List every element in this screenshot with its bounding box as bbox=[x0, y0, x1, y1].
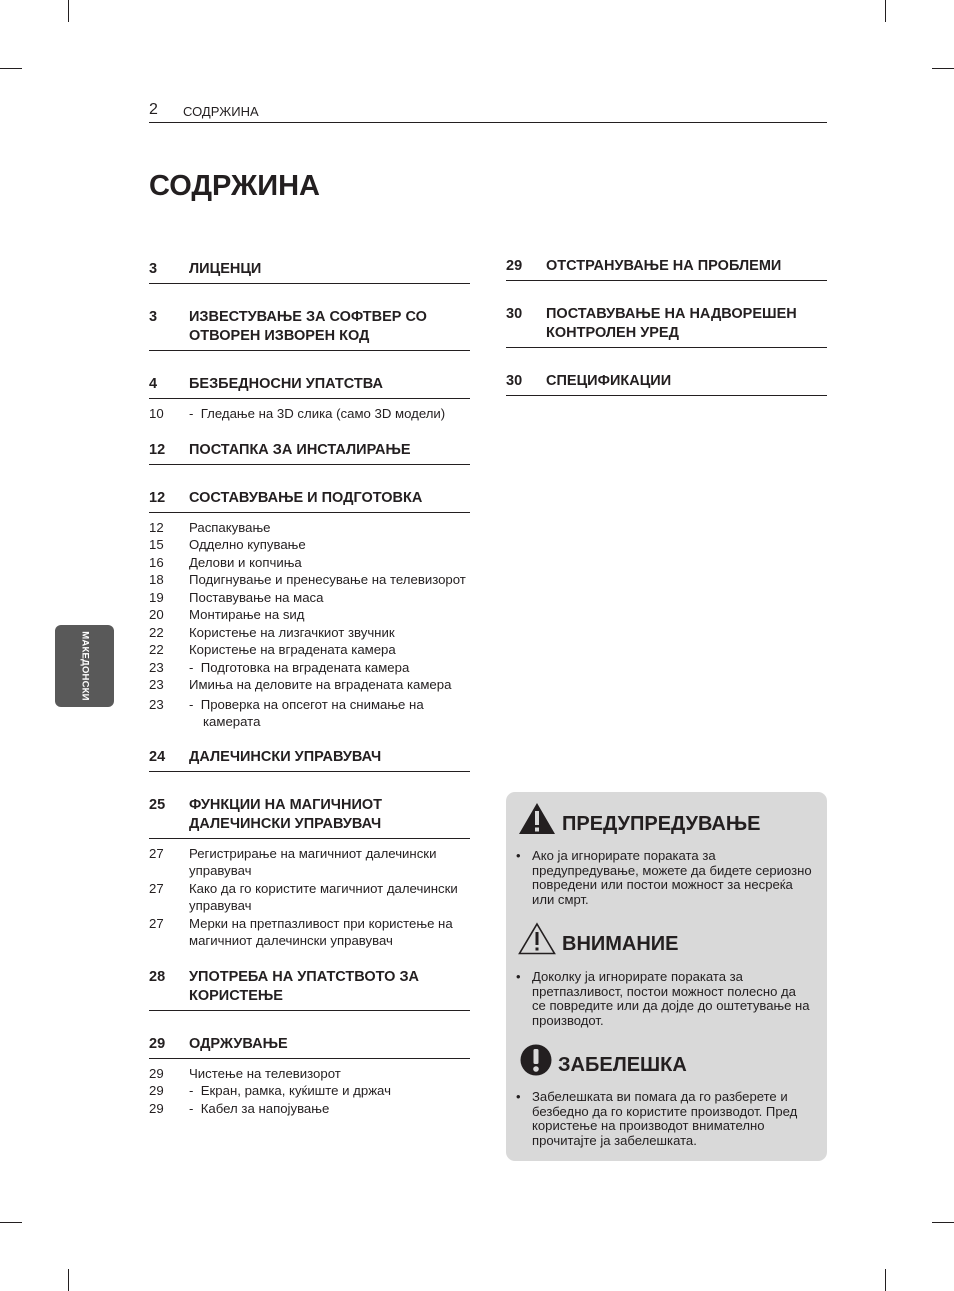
note-label: ЗАБЕЛЕШКА bbox=[558, 1054, 687, 1076]
toc-title: СОСТАВУВАЊЕ И ПОДГОТОВКА bbox=[189, 489, 423, 506]
caution-text bbox=[516, 970, 812, 1028]
toc-title: Монтирање на ѕид bbox=[189, 607, 305, 622]
page-number: 2 bbox=[149, 101, 158, 118]
toc-title: Мерки на претпазливост при користење на магичниот далечински управувач bbox=[189, 915, 453, 948]
note-body: Забелешката ви помага да го разберете и безбедно да го користите производот. Пред користење на производот внимателно прочитајте ја забелешката. bbox=[532, 1089, 798, 1148]
toc-page: 29 bbox=[506, 258, 523, 274]
toc-section[interactable] bbox=[149, 748, 470, 772]
warning-triangle-filled-icon bbox=[518, 802, 556, 835]
toc-subitem[interactable] bbox=[149, 659, 470, 677]
caution-body: Доколку ја игнорирате пораката за претпазливост, постои можност полесно да се повредите или да дојде до оштетување на производот. bbox=[532, 969, 810, 1028]
toc-title: Распакување bbox=[189, 519, 271, 535]
toc-subitem[interactable] bbox=[149, 641, 470, 659]
toc-title: - Гледање на 3D слика (само 3D модели) bbox=[189, 405, 445, 423]
crop-mark bbox=[885, 1269, 886, 1291]
toc-page: 23 bbox=[149, 659, 164, 675]
toc-page: 29 bbox=[149, 1065, 164, 1081]
toc-title: Регистрирање на магичниот далечински управувач bbox=[189, 845, 437, 878]
toc-title: Користење на вградената камера bbox=[189, 642, 396, 657]
toc-page: 27 bbox=[149, 915, 164, 931]
note-exclamation-circle-icon bbox=[520, 1044, 552, 1076]
toc-page: 12 bbox=[149, 489, 166, 506]
toc-page: 20 bbox=[149, 607, 164, 622]
warning-body: Ако ја игнорирате пораката за предупредување, можете да бидете сериозно повредени или постои можност за несреќа или смрт. bbox=[532, 848, 812, 907]
toc-page: 19 bbox=[149, 589, 164, 605]
toc-subitem[interactable] bbox=[149, 519, 470, 537]
toc-page: 18 bbox=[149, 572, 164, 587]
toc-section[interactable] bbox=[506, 257, 827, 281]
crop-mark bbox=[932, 1222, 954, 1223]
bullet-icon: • bbox=[516, 848, 521, 863]
crop-mark bbox=[932, 68, 954, 69]
toc-subitem[interactable] bbox=[149, 536, 470, 554]
toc-title: - Проверка на опсегот на снимање на камерата bbox=[189, 696, 470, 731]
crop-mark bbox=[0, 1222, 22, 1223]
toc-title: ПОСТАПКА ЗА ИНСТАЛИРАЊЕ bbox=[189, 441, 411, 458]
toc-subitem[interactable] bbox=[149, 880, 470, 915]
toc-page: 3 bbox=[149, 309, 158, 325]
toc-section[interactable] bbox=[149, 441, 470, 465]
toc-section[interactable] bbox=[149, 308, 470, 351]
toc-title: ДАЛЕЧИНСКИ УПРАВУВАЧ bbox=[189, 748, 382, 765]
toc-page: 27 bbox=[149, 880, 164, 896]
note-text bbox=[516, 1090, 812, 1148]
toc-subitem[interactable] bbox=[149, 624, 470, 642]
toc-left-column bbox=[149, 260, 470, 1117]
crop-mark bbox=[0, 68, 22, 69]
toc-section[interactable] bbox=[506, 305, 827, 348]
toc-title: - Кабел за напојување bbox=[189, 1100, 329, 1118]
toc-subitem[interactable] bbox=[149, 571, 470, 589]
toc-title: Имиња на деловите на вградената камера bbox=[189, 677, 452, 692]
toc-subitem[interactable] bbox=[149, 554, 470, 572]
toc-title: ПОСТАВУВАЊЕ НА НАДВОРЕШЕН КОНТРОЛЕН УРЕД bbox=[546, 306, 797, 341]
toc-title: СПЕЦИФИКАЦИИ bbox=[546, 373, 672, 389]
toc-page: 28 bbox=[149, 968, 166, 985]
toc-title: Чистење на телевизорот bbox=[189, 1065, 341, 1081]
toc-title: ЛИЦЕНЦИ bbox=[189, 261, 262, 277]
toc-page: 27 bbox=[149, 845, 164, 861]
toc-subitem[interactable] bbox=[149, 676, 470, 694]
page-title: СОДРЖИНА bbox=[149, 170, 320, 202]
language-tab-label: МАКЕДОНСКИ bbox=[79, 631, 90, 701]
safety-notice-box bbox=[506, 792, 827, 1161]
toc-subitem[interactable] bbox=[149, 589, 470, 607]
toc-subitem[interactable] bbox=[149, 606, 470, 624]
toc-right-column bbox=[506, 257, 827, 402]
toc-page: 10 bbox=[149, 406, 164, 421]
toc-page: 25 bbox=[149, 796, 166, 813]
toc-subitem[interactable] bbox=[149, 405, 470, 423]
toc-title: ОТСТРАНУВАЊЕ НА ПРОБЛЕМИ bbox=[546, 258, 782, 274]
toc-page: 15 bbox=[149, 537, 164, 552]
toc-title: Како да го користите магичниот далечински управувач bbox=[189, 880, 458, 913]
toc-page: 23 bbox=[149, 696, 164, 712]
toc-page: 4 bbox=[149, 376, 158, 392]
toc-title: Делови и копчиња bbox=[189, 554, 302, 570]
toc-title: Поставување на маса bbox=[189, 589, 324, 605]
toc-page: 12 bbox=[149, 441, 166, 458]
warning-heading bbox=[518, 802, 760, 835]
toc-section[interactable] bbox=[149, 375, 470, 399]
toc-section[interactable] bbox=[149, 489, 470, 513]
toc-subitem[interactable] bbox=[149, 845, 470, 880]
toc-subitem[interactable] bbox=[149, 696, 470, 731]
bullet-icon: • bbox=[516, 969, 521, 984]
toc-page: 12 bbox=[149, 519, 164, 535]
toc-page: 22 bbox=[149, 642, 164, 657]
toc-page: 3 bbox=[149, 261, 158, 277]
caution-heading bbox=[518, 922, 679, 955]
toc-page: 29 bbox=[149, 1083, 164, 1098]
crop-mark bbox=[885, 0, 886, 22]
toc-subitem[interactable] bbox=[149, 1065, 470, 1083]
header-rule bbox=[149, 122, 827, 123]
toc-subitem[interactable] bbox=[149, 1082, 470, 1100]
toc-title: Користење на лизгачкиот звучник bbox=[189, 624, 395, 640]
language-tab bbox=[55, 625, 114, 707]
toc-title: ФУНКЦИИ НА МАГИЧНИОТ ДАЛЕЧИНСКИ УПРАВУВАЧ bbox=[189, 796, 383, 832]
toc-page: 23 bbox=[149, 677, 164, 692]
toc-section[interactable] bbox=[506, 372, 827, 396]
caution-label: ВНИМАНИЕ bbox=[562, 933, 679, 955]
toc-title: Одделно купување bbox=[189, 537, 306, 552]
toc-section[interactable] bbox=[149, 260, 470, 284]
toc-page: 24 bbox=[149, 748, 166, 765]
toc-page: 30 bbox=[506, 306, 523, 322]
toc-title: - Екран, рамка, куќиште и држач bbox=[189, 1082, 391, 1100]
toc-title: Подигнување и пренесување на телевизорот bbox=[189, 572, 466, 587]
crop-mark bbox=[68, 0, 69, 22]
toc-subitem[interactable] bbox=[149, 1100, 470, 1118]
toc-section[interactable] bbox=[149, 968, 470, 1011]
warning-text bbox=[516, 849, 812, 907]
toc-page: 29 bbox=[149, 1035, 166, 1052]
toc-title: ОДРЖУВАЊЕ bbox=[189, 1035, 288, 1052]
caution-triangle-outline-icon bbox=[518, 922, 556, 955]
toc-section[interactable] bbox=[149, 796, 470, 839]
running-header: СОДРЖИНА bbox=[183, 104, 259, 119]
toc-section[interactable] bbox=[149, 1035, 470, 1059]
toc-page: 29 bbox=[149, 1100, 164, 1116]
bullet-icon: • bbox=[516, 1089, 521, 1104]
crop-mark bbox=[68, 1269, 69, 1291]
toc-title: УПОТРЕБА НА УПАТСТВОТО ЗА КОРИСТЕЊЕ bbox=[189, 968, 420, 1004]
toc-title: - Подготовка на вградената камера bbox=[189, 659, 409, 677]
toc-page: 22 bbox=[149, 624, 164, 640]
toc-page: 30 bbox=[506, 373, 523, 389]
toc-title: ИЗВЕСТУВАЊЕ ЗА СОФТВЕР СО ОТВОРЕН ИЗВОРЕН КОД bbox=[189, 309, 427, 344]
toc-subitem[interactable] bbox=[149, 915, 470, 950]
toc-title: БЕЗБЕДНОСНИ УПАТСТВА bbox=[189, 376, 383, 392]
toc-page: 16 bbox=[149, 554, 164, 570]
warning-label: ПРЕДУПРЕДУВАЊЕ bbox=[562, 813, 761, 835]
note-heading bbox=[520, 1044, 687, 1076]
